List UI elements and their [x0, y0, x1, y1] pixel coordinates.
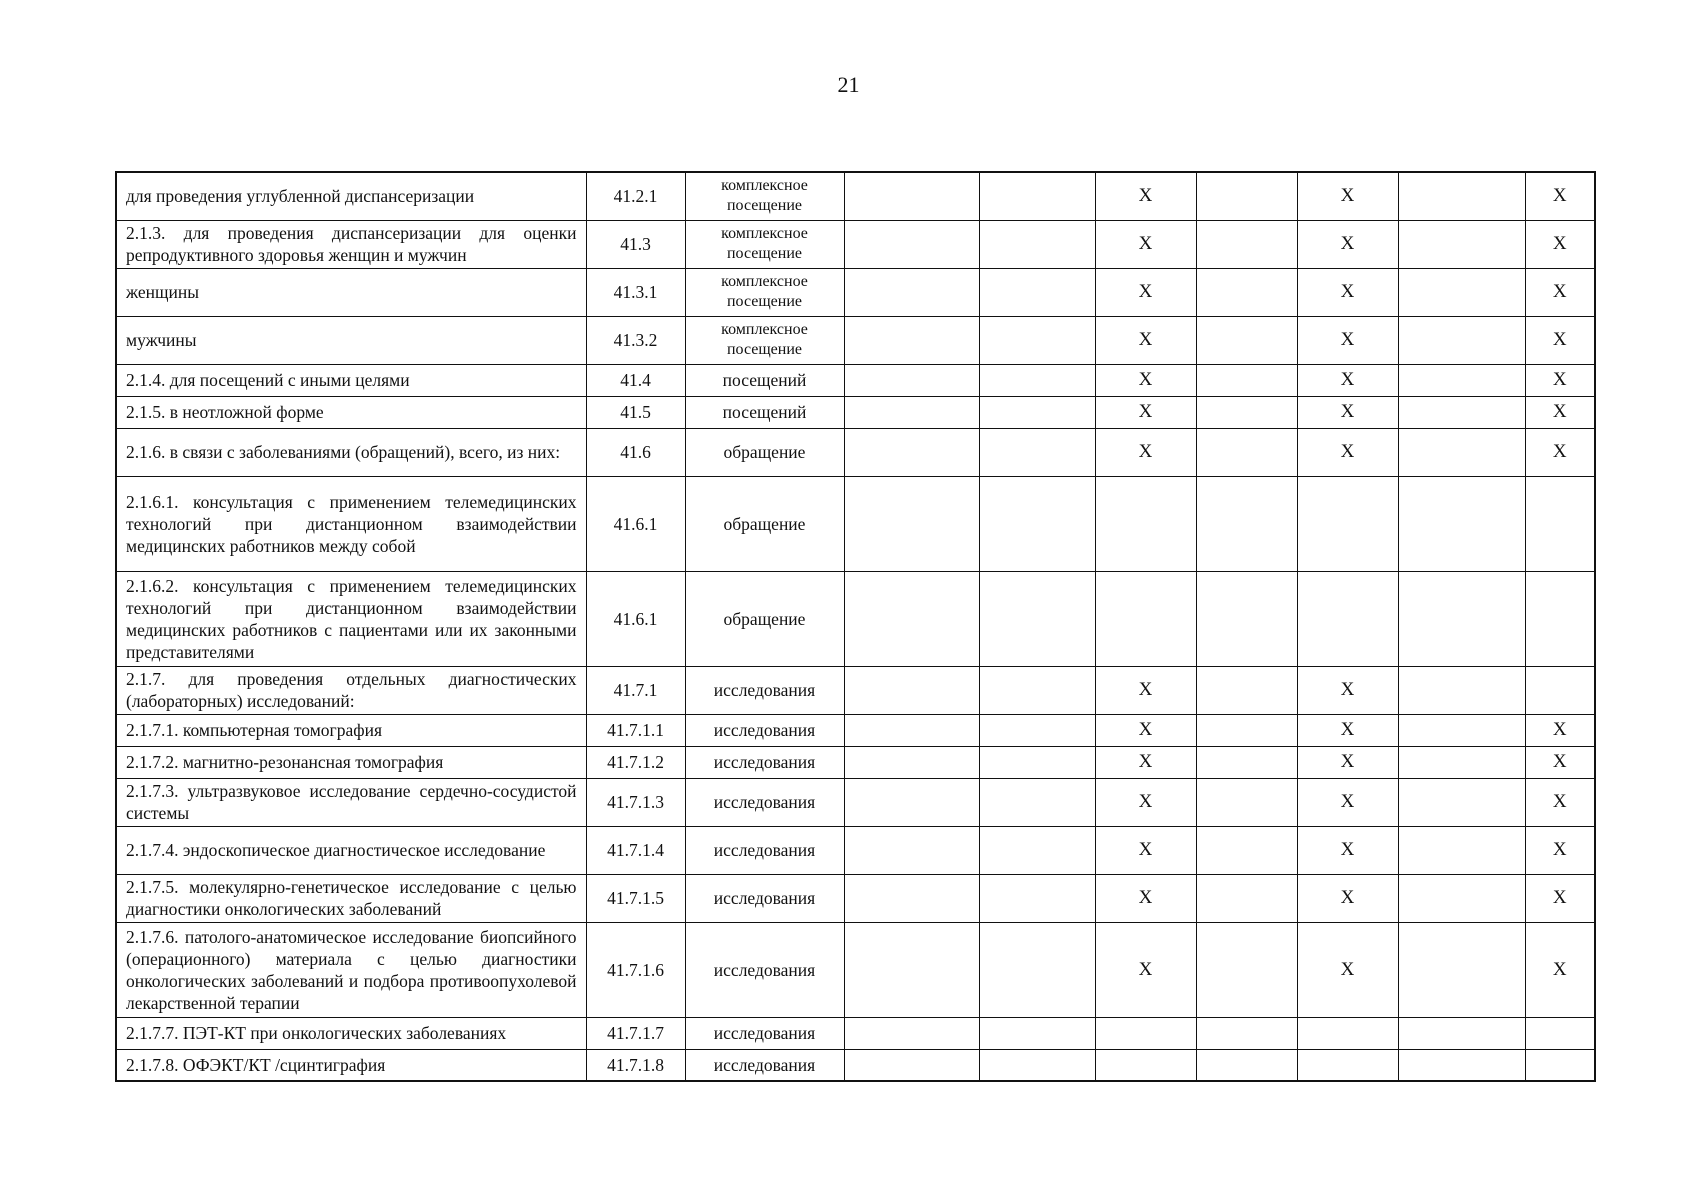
row-mark-cell [1196, 571, 1297, 666]
table-row [116, 571, 1595, 666]
row-mark-cell [1398, 1017, 1525, 1049]
row-mark-cell [979, 268, 1095, 316]
row-mark-cell [1398, 364, 1525, 396]
row-mark-cell: X [1095, 428, 1196, 476]
row-code: 41.7.1.3 [586, 778, 685, 826]
row-mark-cell [979, 746, 1095, 778]
row-description: 2.1.7.4. эндоскопическое диагностическое исследование [116, 826, 586, 874]
table-body [116, 172, 1595, 1081]
row-mark-cell [1196, 172, 1297, 220]
row-code: 41.6.1 [586, 571, 685, 666]
row-mark-cell: X [1297, 364, 1398, 396]
row-unit: исследования [685, 874, 844, 922]
row-description: 2.1.7.8. ОФЭКТ/КТ /сцинтиграфия [116, 1049, 586, 1081]
row-mark-cell: X [1297, 172, 1398, 220]
row-mark-cell: X [1095, 666, 1196, 714]
row-mark-cell [1297, 1017, 1398, 1049]
row-mark-cell: X [1297, 826, 1398, 874]
row-mark-cell: X [1095, 874, 1196, 922]
table-row [116, 476, 1595, 571]
row-mark-cell [1196, 922, 1297, 1017]
row-mark-cell [844, 874, 979, 922]
row-mark-cell [844, 364, 979, 396]
row-mark-cell: X [1095, 220, 1196, 268]
row-description: мужчины [116, 316, 586, 364]
row-mark-cell [1196, 746, 1297, 778]
row-code: 41.7.1.7 [586, 1017, 685, 1049]
row-code: 41.6.1 [586, 476, 685, 571]
row-mark-cell [1095, 476, 1196, 571]
row-mark-cell: X [1095, 396, 1196, 428]
row-description: 2.1.7.5. молекулярно-генетическое исследование с целью диагностики онкологических заболеваний [116, 874, 586, 922]
row-mark-cell: X [1525, 746, 1595, 778]
row-code: 41.7.1.4 [586, 826, 685, 874]
table-row [116, 1049, 1595, 1081]
row-description: 2.1.7.1. компьютерная томография [116, 714, 586, 746]
row-mark-cell [1196, 714, 1297, 746]
row-mark-cell: X [1525, 268, 1595, 316]
table-row [116, 364, 1595, 396]
row-mark-cell [1095, 1049, 1196, 1081]
row-unit: исследования [685, 714, 844, 746]
row-unit: комплексное посещение [685, 220, 844, 268]
table-row [116, 1017, 1595, 1049]
row-mark-cell [979, 316, 1095, 364]
row-mark-cell [1398, 746, 1525, 778]
row-description: 2.1.7.2. магнитно-резонансная томография [116, 746, 586, 778]
row-mark-cell: X [1095, 714, 1196, 746]
data-table [115, 171, 1596, 1082]
row-mark-cell [844, 922, 979, 1017]
row-description: 2.1.7. для проведения отдельных диагностических (лабораторных) исследований: [116, 666, 586, 714]
row-code: 41.3 [586, 220, 685, 268]
row-mark-cell [979, 666, 1095, 714]
row-unit: посещений [685, 396, 844, 428]
table-row [116, 746, 1595, 778]
row-mark-cell [844, 428, 979, 476]
row-mark-cell: X [1297, 746, 1398, 778]
row-mark-cell [979, 571, 1095, 666]
row-description: 2.1.5. в неотложной форме [116, 396, 586, 428]
row-mark-cell: X [1525, 778, 1595, 826]
row-mark-cell [1398, 428, 1525, 476]
row-mark-cell: X [1525, 826, 1595, 874]
row-mark-cell: X [1095, 268, 1196, 316]
row-unit: комплексное посещение [685, 316, 844, 364]
row-mark-cell: X [1297, 922, 1398, 1017]
row-description: 2.1.6.2. консультация с применением телемедицинских технологий при дистанционном взаимодействии медицинских работников с пациентами или их законными представителями [116, 571, 586, 666]
row-mark-cell [979, 826, 1095, 874]
table-row [116, 268, 1595, 316]
table-row [116, 922, 1595, 1017]
row-mark-cell [1525, 476, 1595, 571]
row-mark-cell [844, 268, 979, 316]
row-mark-cell: X [1095, 778, 1196, 826]
row-mark-cell: X [1297, 428, 1398, 476]
row-mark-cell: X [1297, 666, 1398, 714]
row-code: 41.5 [586, 396, 685, 428]
row-mark-cell [1398, 220, 1525, 268]
row-mark-cell: X [1525, 220, 1595, 268]
row-mark-cell [844, 826, 979, 874]
row-mark-cell: X [1525, 316, 1595, 364]
row-description: женщины [116, 268, 586, 316]
row-mark-cell: X [1525, 922, 1595, 1017]
row-code: 41.7.1.1 [586, 714, 685, 746]
row-mark-cell [1196, 396, 1297, 428]
row-mark-cell: X [1525, 364, 1595, 396]
row-mark-cell [1398, 1049, 1525, 1081]
row-description: 2.1.7.7. ПЭТ-КТ при онкологических заболеваниях [116, 1017, 586, 1049]
row-unit: исследования [685, 1017, 844, 1049]
row-mark-cell [979, 220, 1095, 268]
row-mark-cell [1525, 666, 1595, 714]
row-mark-cell [844, 778, 979, 826]
row-unit: комплексное посещение [685, 172, 844, 220]
row-mark-cell [1196, 826, 1297, 874]
table-row [116, 874, 1595, 922]
row-code: 41.3.1 [586, 268, 685, 316]
table-row [116, 666, 1595, 714]
row-mark-cell [1525, 571, 1595, 666]
row-description: для проведения углубленной диспансеризации [116, 172, 586, 220]
table-row [116, 172, 1595, 220]
row-description: 2.1.6. в связи с заболеваниями (обращений), всего, из них: [116, 428, 586, 476]
row-mark-cell: X [1095, 826, 1196, 874]
row-mark-cell [1398, 476, 1525, 571]
row-mark-cell: X [1525, 396, 1595, 428]
row-mark-cell: X [1297, 396, 1398, 428]
row-mark-cell [979, 714, 1095, 746]
row-mark-cell: X [1095, 316, 1196, 364]
row-mark-cell [1196, 220, 1297, 268]
row-mark-cell [1525, 1049, 1595, 1081]
row-mark-cell [844, 396, 979, 428]
row-mark-cell [1297, 1049, 1398, 1081]
row-mark-cell [844, 714, 979, 746]
table-row [116, 220, 1595, 268]
row-mark-cell [1196, 874, 1297, 922]
row-mark-cell [844, 1017, 979, 1049]
row-mark-cell [1398, 268, 1525, 316]
row-mark-cell [979, 778, 1095, 826]
row-mark-cell [979, 1017, 1095, 1049]
row-mark-cell: X [1095, 364, 1196, 396]
row-mark-cell: X [1095, 172, 1196, 220]
table-row [116, 714, 1595, 746]
row-mark-cell: X [1525, 428, 1595, 476]
row-code: 41.4 [586, 364, 685, 396]
row-mark-cell: X [1525, 874, 1595, 922]
row-mark-cell: X [1525, 714, 1595, 746]
row-mark-cell [844, 1049, 979, 1081]
row-mark-cell [979, 172, 1095, 220]
row-mark-cell [844, 571, 979, 666]
row-mark-cell [979, 396, 1095, 428]
row-code: 41.7.1 [586, 666, 685, 714]
row-code: 41.7.1.6 [586, 922, 685, 1017]
row-mark-cell [979, 1049, 1095, 1081]
row-mark-cell [844, 316, 979, 364]
row-mark-cell [1095, 571, 1196, 666]
row-mark-cell [1525, 1017, 1595, 1049]
row-mark-cell [1196, 778, 1297, 826]
row-mark-cell [1398, 714, 1525, 746]
row-mark-cell: X [1297, 220, 1398, 268]
row-mark-cell [844, 172, 979, 220]
row-mark-cell: X [1297, 874, 1398, 922]
page-number: 21 [837, 72, 860, 97]
table-row [116, 778, 1595, 826]
table-row [116, 826, 1595, 874]
row-mark-cell [844, 220, 979, 268]
row-description: 2.1.3. для проведения диспансеризации для оценки репродуктивного здоровья женщин и мужчин [116, 220, 586, 268]
row-mark-cell: X [1297, 268, 1398, 316]
row-mark-cell [1196, 364, 1297, 396]
row-code: 41.6 [586, 428, 685, 476]
row-mark-cell [979, 364, 1095, 396]
row-unit: исследования [685, 666, 844, 714]
row-mark-cell [1196, 476, 1297, 571]
row-description: 2.1.6.1. консультация с применением телемедицинских технологий при дистанционном взаимодействии медицинских работников между собой [116, 476, 586, 571]
row-mark-cell [1398, 922, 1525, 1017]
row-mark-cell [1297, 571, 1398, 666]
row-code: 41.7.1.5 [586, 874, 685, 922]
row-mark-cell [1196, 666, 1297, 714]
row-unit: исследования [685, 746, 844, 778]
row-mark-cell [1398, 396, 1525, 428]
row-mark-cell: X [1525, 172, 1595, 220]
row-mark-cell [1196, 428, 1297, 476]
row-mark-cell [979, 476, 1095, 571]
table-row [116, 428, 1595, 476]
row-unit: комплексное посещение [685, 268, 844, 316]
row-mark-cell [979, 874, 1095, 922]
row-mark-cell [844, 666, 979, 714]
row-unit: посещений [685, 364, 844, 396]
row-mark-cell [1398, 666, 1525, 714]
row-mark-cell [1398, 571, 1525, 666]
row-description: 2.1.7.3. ультразвуковое исследование сердечно-сосудистой системы [116, 778, 586, 826]
row-mark-cell [1095, 1017, 1196, 1049]
row-mark-cell [1196, 268, 1297, 316]
row-mark-cell [844, 476, 979, 571]
row-mark-cell: X [1095, 746, 1196, 778]
row-mark-cell [1196, 316, 1297, 364]
table-row [116, 396, 1595, 428]
row-mark-cell [1398, 172, 1525, 220]
row-mark-cell [1398, 316, 1525, 364]
row-unit: обращение [685, 571, 844, 666]
row-mark-cell [1297, 476, 1398, 571]
row-code: 41.2.1 [586, 172, 685, 220]
row-code: 41.7.1.8 [586, 1049, 685, 1081]
row-unit: исследования [685, 1049, 844, 1081]
row-unit: обращение [685, 476, 844, 571]
row-mark-cell [1196, 1017, 1297, 1049]
row-mark-cell [1196, 1049, 1297, 1081]
row-mark-cell [844, 746, 979, 778]
row-description: 2.1.7.6. патолого-анатомическое исследование биопсийного (операционного) материала с целью диагностики онкологических заболеваний и подбора противоопухолевой лекарственной терапии [116, 922, 586, 1017]
row-mark-cell: X [1297, 316, 1398, 364]
row-mark-cell [979, 922, 1095, 1017]
row-mark-cell: X [1095, 922, 1196, 1017]
row-code: 41.7.1.2 [586, 746, 685, 778]
row-mark-cell [979, 428, 1095, 476]
table-row [116, 316, 1595, 364]
row-code: 41.3.2 [586, 316, 685, 364]
row-unit: исследования [685, 778, 844, 826]
row-unit: обращение [685, 428, 844, 476]
row-mark-cell: X [1297, 778, 1398, 826]
row-unit: исследования [685, 826, 844, 874]
row-description: 2.1.4. для посещений с иными целями [116, 364, 586, 396]
row-mark-cell [1398, 778, 1525, 826]
row-mark-cell [1398, 826, 1525, 874]
row-mark-cell: X [1297, 714, 1398, 746]
row-mark-cell [1398, 874, 1525, 922]
row-unit: исследования [685, 922, 844, 1017]
